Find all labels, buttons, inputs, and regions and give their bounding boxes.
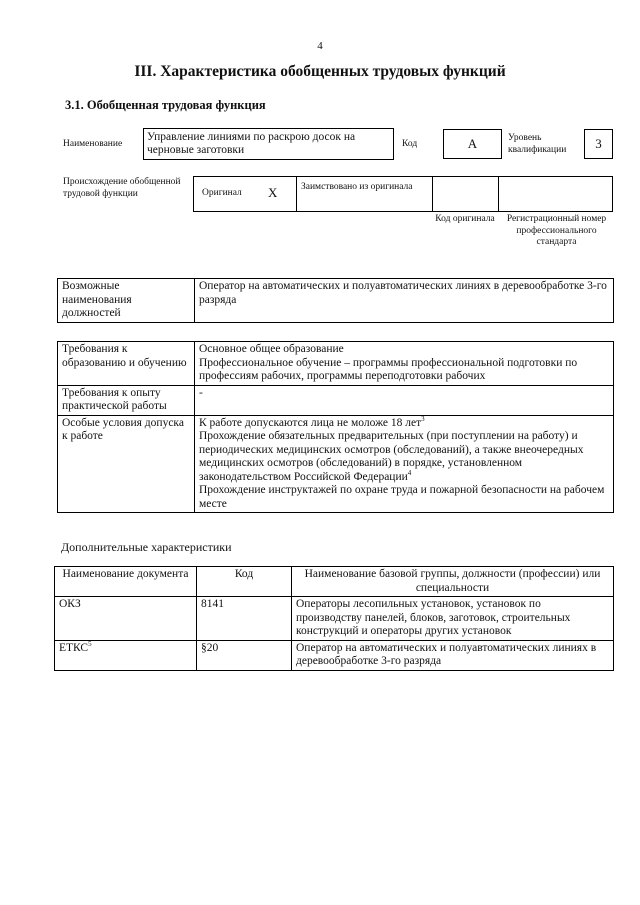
additional-title: Дополнительные характеристики bbox=[61, 540, 232, 554]
function-name-box bbox=[143, 128, 394, 160]
doc-text: ОКЗ bbox=[59, 598, 81, 610]
code-value: A bbox=[467, 136, 478, 151]
table-row bbox=[58, 415, 614, 513]
positions-table bbox=[57, 278, 614, 323]
code-cell: 8141 bbox=[197, 597, 292, 641]
function-name-value: Управление линиями по раскрою досок на черновые заготовки bbox=[147, 131, 356, 156]
name-label: Наименование bbox=[63, 139, 123, 149]
positions-label: Возможные наименования должностей bbox=[58, 279, 195, 323]
group-name-cell: Операторы лесопильных установок, установок по производству панелей, блоков, заготовок, строительных конструкций и операторы других установок bbox=[292, 597, 614, 641]
positions-value: Оператор на автоматических и полуавтоматических линиях в деревообработке 3-го разряда bbox=[195, 279, 614, 323]
code-cell: §20 bbox=[197, 640, 292, 670]
additional-table bbox=[54, 566, 614, 671]
footnote-ref: 5 bbox=[88, 639, 92, 648]
conditions-text: Прохождение обязательных предварительных (при поступлении на работу) и периодических медицинских осмотров (обследований), а также внеочередных медицинских осмотров (обследований) в порядке, установленном законодательством Российской Федерации bbox=[199, 430, 584, 483]
level-value: 3 bbox=[595, 136, 602, 151]
section-title: III. Характеристика обобщенных трудовых функций bbox=[134, 63, 506, 80]
footnote-ref: 4 bbox=[407, 468, 412, 477]
conditions-text: К работе допускаются лица не моложе 18 лет bbox=[199, 416, 422, 429]
doc-cell bbox=[55, 640, 197, 670]
origin-label: Происхождение обобщенной трудовой функции bbox=[63, 177, 181, 199]
header-code: Код bbox=[197, 567, 292, 597]
original-label: Оригинал bbox=[202, 188, 242, 198]
page-number: 4 bbox=[317, 40, 323, 52]
origin-divider bbox=[498, 177, 499, 211]
level-label: Уровень квалификации bbox=[508, 133, 567, 155]
requirements-table bbox=[57, 341, 614, 513]
education-value bbox=[195, 342, 614, 386]
education-label: Требования к образованию и обучению bbox=[58, 342, 195, 386]
code-label: Код bbox=[402, 139, 418, 149]
table-row bbox=[58, 342, 614, 386]
doc-cell bbox=[55, 597, 197, 641]
conditions-label: Особые условия допуска к работе bbox=[58, 415, 195, 513]
doc-text: ЕТКС bbox=[59, 641, 89, 654]
conditions-line bbox=[199, 430, 609, 484]
education-line: Профессиональное обучение – программы профессиональной подготовки по профессиям рабочих, программы переподготовки рабочих bbox=[199, 356, 578, 382]
code-original-caption: Код оригинала bbox=[435, 214, 495, 224]
conditions-value bbox=[195, 415, 614, 513]
subsection-title: 3.1. Обобщенная трудовая функция bbox=[65, 98, 266, 112]
header-document: Наименование документа bbox=[55, 567, 197, 597]
original-mark: X bbox=[268, 185, 278, 200]
header-group-name: Наименование базовой группы, должности (профессии) или специальности bbox=[292, 567, 614, 597]
experience-label: Требования к опыту практической работы bbox=[58, 385, 195, 415]
borrowed-label: Заимствовано из оригинала bbox=[301, 182, 413, 192]
origin-divider bbox=[296, 177, 297, 211]
level-box bbox=[584, 129, 613, 159]
table-row bbox=[55, 640, 614, 670]
table-row bbox=[58, 385, 614, 415]
table-row bbox=[55, 567, 614, 597]
conditions-line: Прохождение инструктажей по охране труда и пожарной безопасности на рабочем месте bbox=[199, 484, 605, 510]
experience-value: - bbox=[195, 385, 614, 415]
origin-divider bbox=[432, 177, 433, 211]
table-row bbox=[55, 597, 614, 641]
table-row bbox=[58, 279, 614, 323]
origin-grid bbox=[193, 176, 613, 212]
footnote-ref: 3 bbox=[421, 414, 425, 423]
group-name-cell: Оператор на автоматических и полуавтоматических линиях в деревообработке 3-го разряда bbox=[292, 640, 614, 670]
code-box bbox=[443, 129, 502, 159]
conditions-line bbox=[199, 414, 609, 431]
reg-number-caption: Регистрационный номер профессионального стандарта bbox=[506, 214, 607, 247]
education-line: Основное общее образование bbox=[199, 343, 344, 355]
